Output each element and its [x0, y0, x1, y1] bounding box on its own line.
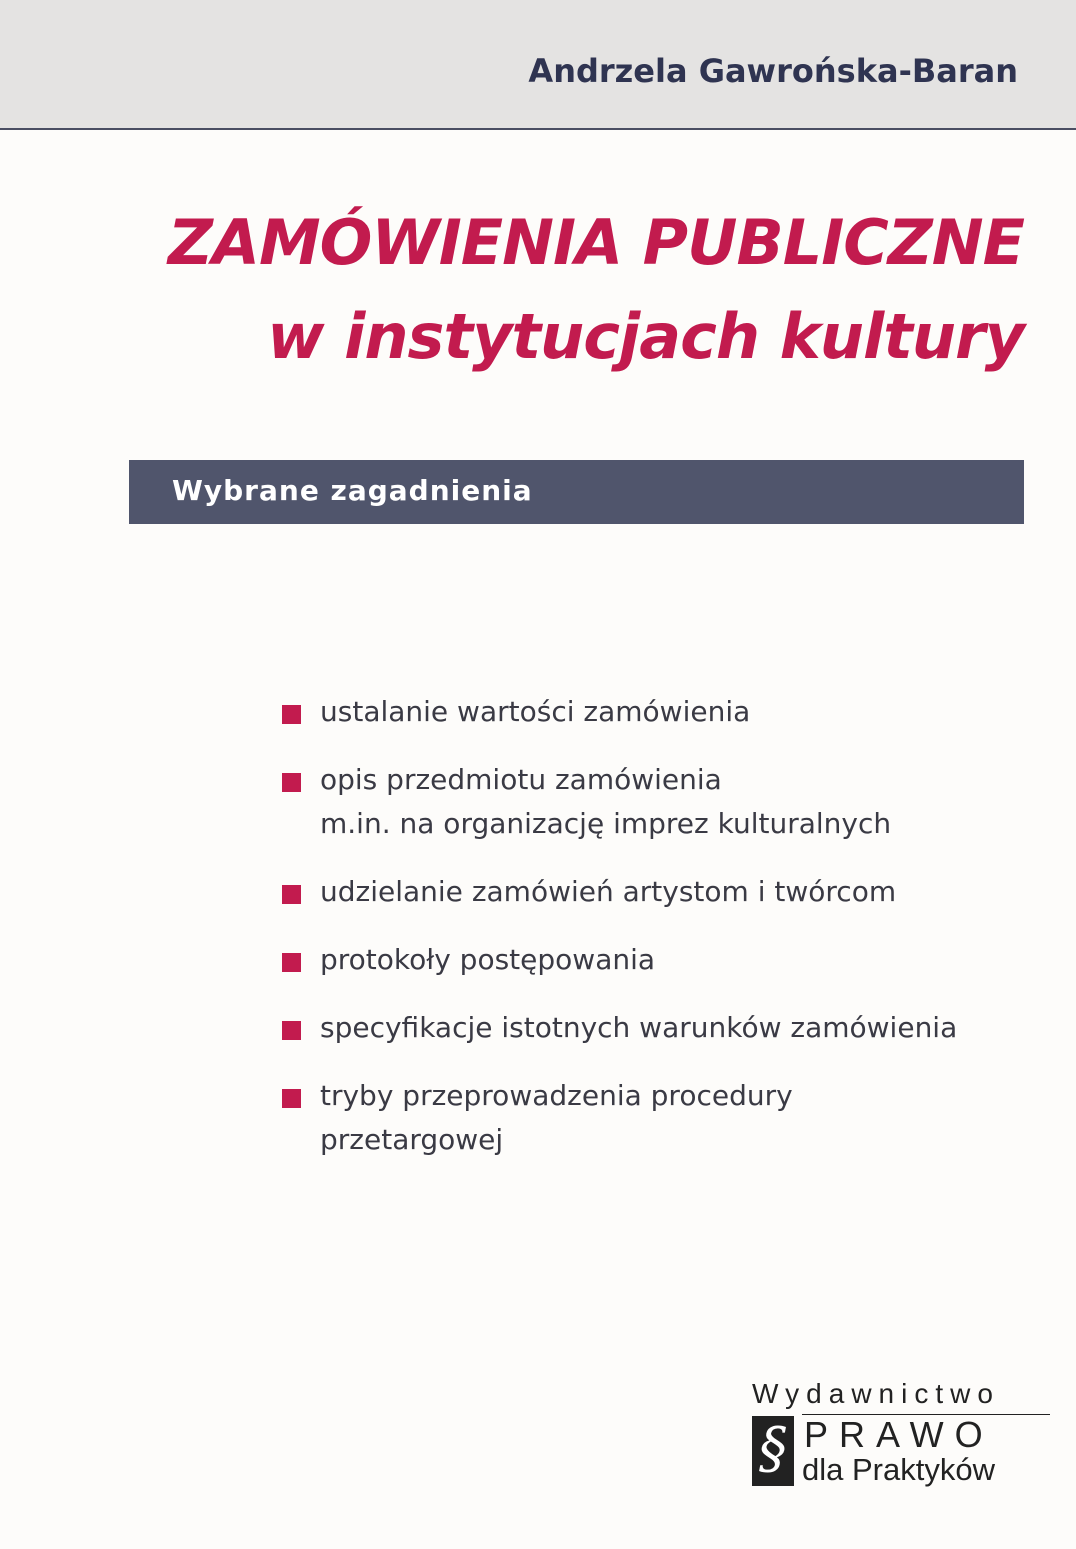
topic-text: ustalanie wartości zamówienia — [320, 695, 751, 728]
topic-text: tryby przeprowadzenia procedury — [320, 1079, 793, 1112]
title-line-1: ZAMÓWIENIA PUBLICZNE — [168, 206, 1024, 279]
bullet-square-icon — [282, 705, 301, 724]
title-line-2: w instytucjach kultury — [267, 300, 1024, 373]
topic-item — [282, 690, 1022, 734]
subtitle-bar — [129, 460, 1024, 524]
topic-item — [282, 758, 1022, 846]
topic-list — [282, 690, 1022, 1186]
publisher-name: PRAWO — [804, 1414, 994, 1455]
topic-item — [282, 870, 1022, 914]
bullet-square-icon — [282, 1089, 301, 1108]
book-title — [24, 205, 1024, 375]
topic-text-continued: m.in. na organizację imprez kulturalnych — [320, 807, 892, 840]
publisher-label: Wydawnictwo — [752, 1378, 1000, 1409]
publisher-tagline: dla Praktyków — [802, 1452, 995, 1487]
bullet-square-icon — [282, 953, 301, 972]
bullet-square-icon — [282, 885, 301, 904]
topic-text: specyfikacje istotnych warunków zamówienia — [320, 1011, 958, 1044]
top-band — [0, 0, 1076, 130]
publisher-logo — [752, 1378, 1052, 1488]
author-name: Andrzela Gawrońska-Baran — [528, 52, 1018, 90]
topic-text: protokoły postępowania — [320, 943, 656, 976]
topic-item — [282, 1006, 1022, 1050]
topic-item — [282, 938, 1022, 982]
bullet-square-icon — [282, 773, 301, 792]
bullet-square-icon — [282, 1021, 301, 1040]
topic-text: udzielanie zamówień artystom i twórcom — [320, 875, 897, 908]
topic-item — [282, 1074, 1022, 1162]
topic-text: opis przedmiotu zamówienia — [320, 763, 722, 796]
paragraph-mark-icon: § — [752, 1416, 794, 1486]
topic-text-continued: przetargowej — [320, 1123, 504, 1156]
subtitle: Wybrane zagadnienia — [172, 474, 533, 507]
